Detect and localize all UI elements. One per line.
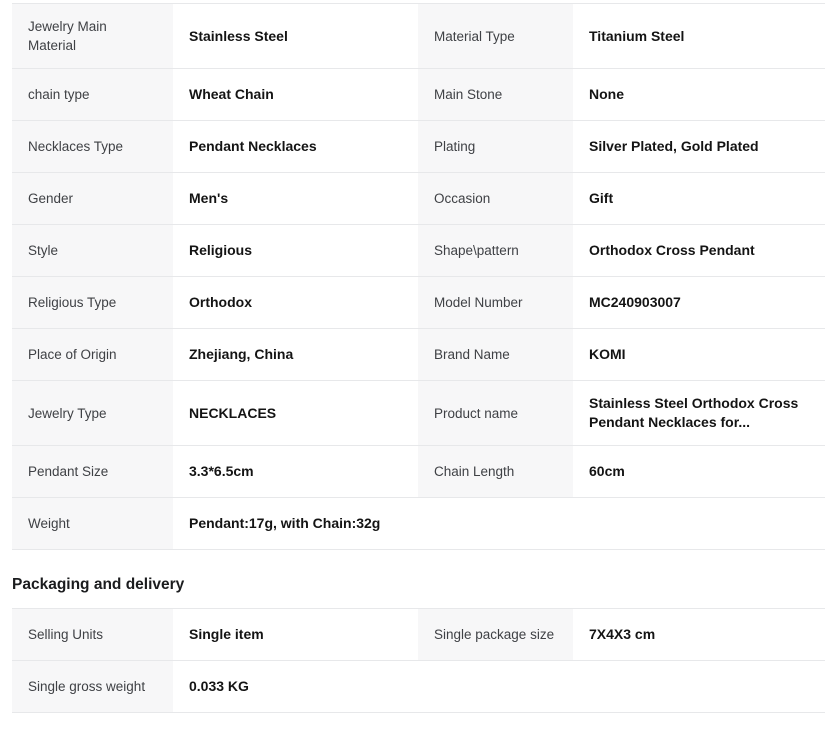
attr-value: Orthodox: [189, 294, 252, 310]
attr-value: Orthodox Cross Pendant: [589, 242, 755, 258]
attr-value: Stainless Steel Orthodox Cross Pendant Necklaces for...: [589, 395, 799, 430]
specs-table: [12, 3, 825, 550]
attr-label: Weight: [12, 498, 173, 549]
attr-value: Zhejiang, China: [189, 346, 294, 362]
attr-label: Selling Units: [12, 609, 173, 660]
attr-label: Single package size: [418, 609, 573, 660]
attr-value: 3.3*6.5cm: [189, 463, 254, 479]
attr-value: KOMI: [589, 346, 626, 362]
attr-label: Occasion: [418, 173, 573, 224]
attr-value: Pendant Necklaces: [189, 138, 317, 154]
attr-value: Pendant:17g, with Chain:32g: [189, 515, 381, 531]
attr-label: Style: [12, 225, 173, 276]
attr-label: Main Stone: [418, 69, 573, 120]
packaging-row: [12, 609, 825, 661]
spec-row: [12, 498, 825, 550]
attr-label: Model Number: [418, 277, 573, 328]
attr-value: Men's: [189, 190, 229, 206]
attr-label: Necklaces Type: [12, 121, 173, 172]
attr-label: Religious Type: [12, 277, 173, 328]
attr-value: Stainless Steel: [189, 27, 288, 44]
attr-label: Pendant Size: [12, 446, 173, 497]
attr-value: NECKLACES: [189, 404, 277, 421]
attr-value: Silver Plated, Gold Plated: [589, 138, 759, 154]
attr-label: Brand Name: [418, 329, 573, 380]
packaging-heading: Packaging and delivery: [12, 576, 185, 593]
attr-label: Product name: [418, 381, 573, 445]
attr-value: Wheat Chain: [189, 86, 274, 102]
attr-value: None: [589, 86, 624, 102]
attr-value: 0.033 KG: [189, 678, 249, 694]
attr-value: Single item: [189, 626, 264, 642]
attr-label: chain type: [12, 69, 173, 120]
attr-label: Material Type: [418, 4, 573, 68]
attr-value: Titanium Steel: [589, 27, 685, 44]
spec-row: [12, 277, 825, 329]
attr-value: Religious: [189, 242, 253, 258]
attr-label: Chain Length: [418, 446, 573, 497]
attr-label: Place of Origin: [12, 329, 173, 380]
attr-value: MC240903007: [589, 294, 681, 310]
spec-row: [12, 381, 825, 446]
attr-value: 7X4X3 cm: [589, 626, 656, 642]
attr-value: Gift: [589, 190, 614, 206]
packaging-row: [12, 661, 825, 713]
spec-row: [12, 173, 825, 225]
spec-row: [12, 225, 825, 277]
attr-label: Single gross weight: [12, 661, 173, 712]
spec-row: [12, 4, 825, 69]
spec-row: [12, 121, 825, 173]
attr-label: Jewelry Main Material: [12, 4, 173, 68]
attr-label: Plating: [418, 121, 573, 172]
packaging-table: [12, 608, 825, 713]
spec-row: [12, 446, 825, 498]
spec-row: [12, 329, 825, 381]
attr-label: Jewelry Type: [12, 381, 173, 445]
spec-row: [12, 69, 825, 121]
attr-label: Shape\pattern: [418, 225, 573, 276]
attr-label: Gender: [12, 173, 173, 224]
attr-value: 60cm: [589, 463, 625, 479]
